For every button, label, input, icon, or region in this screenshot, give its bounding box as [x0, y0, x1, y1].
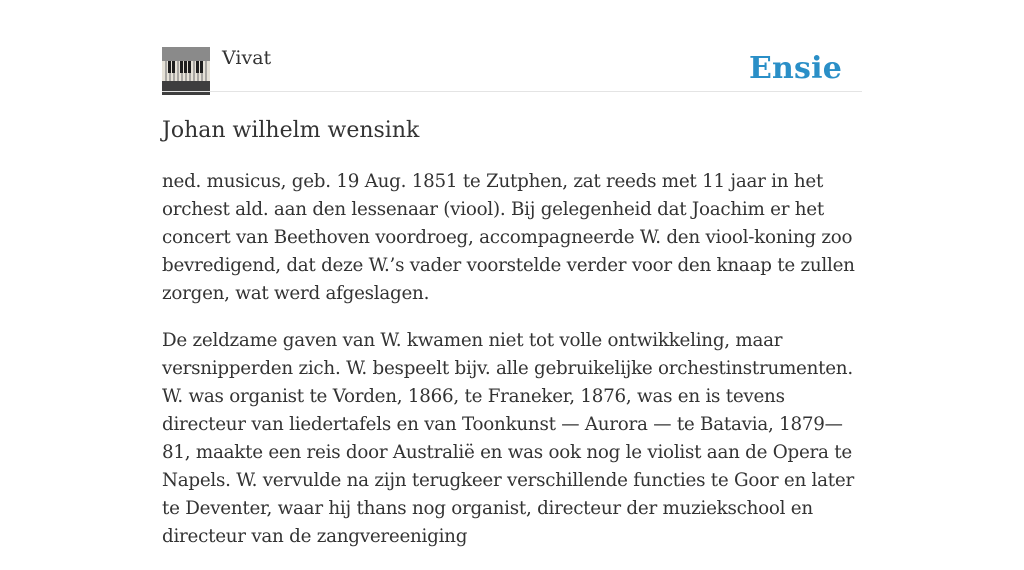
author-avatar[interactable] [162, 47, 210, 95]
piano-keys-icon [162, 47, 210, 95]
header-divider [162, 91, 862, 92]
article-title: Johan wilhelm wensink [162, 118, 420, 143]
article-body [162, 168, 862, 570]
author-name[interactable]: Vivat [222, 47, 272, 69]
article-paragraph: De zeldzame gaven van W. kwamen niet tot volle ontwikkeling, maar versnipperden zich. W. bespeelt bijv. alle gebruikelijke orchestinstrumenten. W. was organist te Vorden, 1866, te Franeker, 1876, was en is tevens directeur van liedertafels en van Toonkunst — Aurora — te Batavia, 1879—81, maakte een reis door Australië en was ook nog le violist aan de Opera te Napels. W. vervulde na zijn terugkeer verschillende functies te Goor en later te Deventer, waar hij thans nog organist, directeur der muziekschool en directeur van de zangvereeniging [162, 330, 854, 547]
article-paragraph: ned. musicus, geb. 19 Aug. 1851 te Zutphen, zat reeds met 11 jaar in het orchest ald. aan den lessenaar (viool). Bij gelegenheid dat Joachim er het concert van Beethoven voordroeg, accompagneerde W. den viool-koning zoo bevredigend, dat deze W.’s vader voorstelde verder voor den knaap te zullen zorgen, wat werd afgeslagen. [162, 171, 855, 304]
ensie-logo[interactable]: Ensie [748, 51, 842, 86]
